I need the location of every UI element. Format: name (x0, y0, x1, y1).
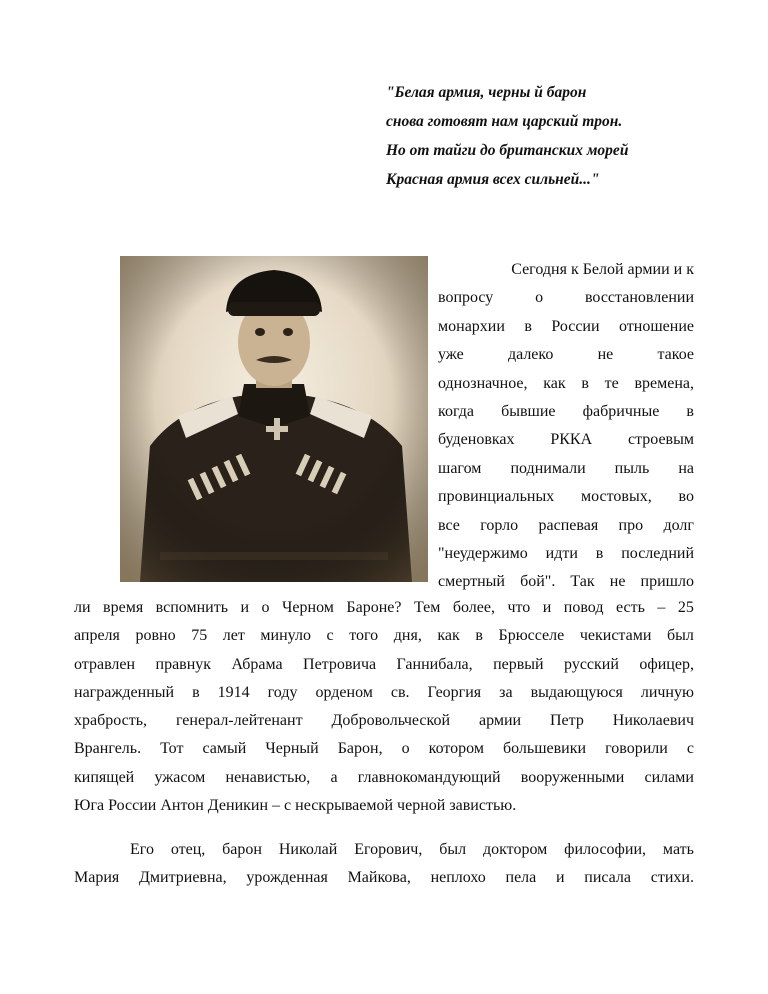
text-line: Юга России Антон Деникин – с нескрываемой черной завистью. (74, 797, 517, 815)
epigraph-line: Но от тайги до британских морей (386, 142, 629, 159)
text-line: уже далеко не такое (438, 346, 694, 364)
text-line: ли время вспомнить и о Черном Бароне? Тем более, что и повод есть – 25 (74, 599, 694, 616)
text-line: Мария Дмитриевна, урожденная Майкова, неплохо пела и писала стихи. (74, 869, 694, 887)
text-line: отравлен правнук Абрама Петровича Ганнибала, первый русский офицер, (74, 655, 694, 673)
epigraph (386, 78, 706, 194)
text-line: буденовках РККА строевым (438, 431, 694, 449)
text-line: кипящей ужасом ненавистью, а главнокомандующий вооруженными силами (74, 768, 694, 786)
paragraph-1-full (74, 594, 694, 820)
text-line: все горло распевая про долг (438, 516, 694, 534)
text-line: когда бывшие фабричные в (438, 402, 694, 420)
paragraph-1-wrapped (438, 256, 694, 597)
epigraph-line: Красная армия всех сильней..." (386, 171, 600, 188)
text-line: шагом поднимали пыль на (438, 459, 694, 477)
text-line: вопросу о восстановлении (438, 289, 694, 307)
portrait-photo (120, 256, 428, 582)
text-line: апреля ровно 75 лет минуло с того дня, как в Брюсселе чекистами был (74, 627, 694, 645)
text-line: провинциальных мостовых, во (438, 488, 694, 506)
text-line: награжденный в 1914 году орденом св. Георгия за выдающуюся личную (74, 683, 694, 701)
epigraph-line: снова готовят нам царский трон. (386, 113, 623, 130)
text-line: храбрость, генерал-лейтенант Добровольческой армии Петр Николаевич (74, 712, 694, 730)
text-line: Его отец, барон Николай Егорович, был доктором философии, мать (130, 841, 694, 858)
text-line: "неудержимо идти в последний (438, 544, 694, 562)
text-line: смертный бой". Так не пришло (438, 573, 694, 591)
paragraph-2 (74, 836, 694, 893)
text-line: монархии в России отношение (438, 317, 694, 335)
text-line: Врангель. Тот самый Черный Барон, о котором большевики говорили с (74, 740, 694, 758)
text-line: Сегодня к Белой армии и к (511, 261, 694, 278)
text-line: однозначное, как в те времена, (438, 374, 694, 392)
epigraph-line: "Белая армия, черны й барон (386, 84, 587, 101)
portrait-photo-icon (120, 256, 428, 582)
